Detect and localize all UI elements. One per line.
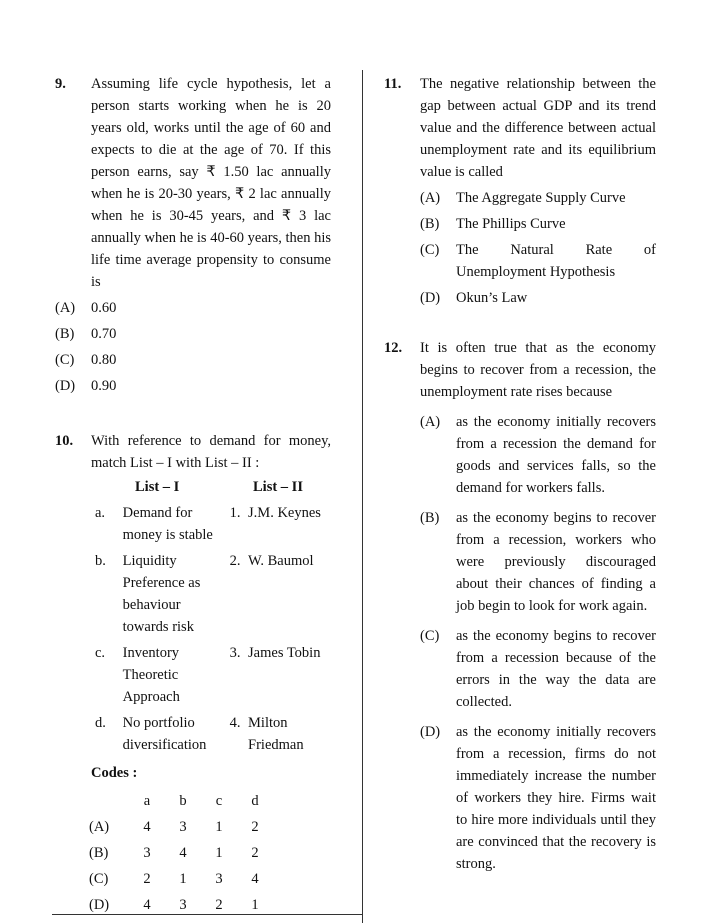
- match-cell-d: Milton Friedman: [248, 715, 304, 753]
- question-number: 9.: [55, 76, 66, 92]
- question-text: Assuming life cycle hypothesis, let a person starts working when he is 20 years old, works until the age of 60 and expects to die at the age of 70. If this person earns, say ₹ 1.50 lac annually when he is 20-30 years, ₹ 2 lac annually when he is 30-45 years, and ₹ 3 lac annually when he is 40-60 years, then his life time average propensity to consume is: [91, 76, 332, 290]
- match-cell-c: 2.: [229, 553, 241, 569]
- option-text: The Natural Rate of Unemployment Hypothesis: [456, 242, 656, 280]
- match-cell-a: d.: [95, 715, 106, 731]
- question-number: 10.: [55, 433, 74, 449]
- option-text: 0.70: [91, 326, 117, 342]
- answer-option: [420, 507, 656, 617]
- option-text: The Aggregate Supply Curve: [456, 190, 626, 206]
- answer-option: [420, 411, 656, 499]
- match-row: [95, 502, 331, 546]
- option-label: (B): [55, 326, 75, 342]
- answer-option: [420, 213, 656, 235]
- option-label: (C): [420, 242, 440, 258]
- option-label: (D): [420, 724, 441, 740]
- question-text: The negative relationship between the gap between actual GDP and its trend value and the difference between actual unemployment rate and its equilibrium value is called: [420, 76, 656, 180]
- match-cell-b: No portfolio diversification: [122, 715, 207, 753]
- code-row: [89, 892, 273, 918]
- option-text: as the economy begins to recover from a recession because of the errors in the way the data are collected.: [456, 628, 656, 710]
- option-text: as the economy begins to recover from a recession, workers who were previously discouraged about their chances of finding a job begin to look for work again.: [456, 510, 656, 614]
- answer-option: [420, 721, 656, 875]
- match-row: [95, 712, 331, 756]
- question-number: 12.: [384, 340, 403, 356]
- code-value: 2: [143, 871, 151, 887]
- code-row: [89, 866, 273, 892]
- column-divider: [362, 70, 363, 923]
- option-label: (A): [420, 414, 441, 430]
- code-label: (B): [89, 845, 109, 861]
- code-label: (A): [89, 819, 110, 835]
- option-text: as the economy initially recovers from a recession the demand for goods and services falls, so the demand for workers falls.: [456, 414, 656, 496]
- match-cell-d: James Tobin: [248, 645, 321, 661]
- match-cell-b: Inventory Theoretic Approach: [122, 645, 180, 705]
- code-label: (D): [89, 897, 110, 913]
- option-label: (B): [420, 216, 440, 232]
- option-text: 0.60: [91, 300, 117, 316]
- code-value: 3: [179, 897, 187, 913]
- answer-option: [420, 239, 656, 283]
- option-text: The Phillips Curve: [456, 216, 566, 232]
- question-9: [55, 73, 331, 397]
- answer-option: [55, 323, 331, 345]
- answer-option: [55, 349, 331, 371]
- match-cell-d: J.M. Keynes: [248, 505, 321, 521]
- option-label: (D): [55, 378, 76, 394]
- codes-header: [89, 788, 273, 814]
- option-label: (C): [55, 352, 75, 368]
- code-value: 3: [215, 871, 223, 887]
- code-col: a: [143, 793, 151, 809]
- option-label: (A): [55, 300, 76, 316]
- code-value: 1: [215, 819, 223, 835]
- answer-option: [55, 375, 331, 397]
- code-label: (C): [89, 871, 109, 887]
- code-value: 4: [143, 819, 151, 835]
- match-cell-d: W. Baumol: [248, 553, 314, 569]
- list-1-heading: List – I: [135, 479, 180, 495]
- question-text: With reference to demand for money, match List – I with List – II :: [91, 433, 331, 471]
- code-row: [89, 814, 273, 840]
- option-label: (B): [420, 510, 440, 526]
- list-2-heading: List – II: [253, 479, 303, 495]
- code-value: 1: [251, 897, 259, 913]
- code-value: 1: [215, 845, 223, 861]
- match-cell-c: 3.: [229, 645, 241, 661]
- option-text: 0.90: [91, 378, 117, 394]
- match-cell-a: a.: [95, 505, 106, 521]
- match-cell-b: Liquidity Preference as behaviour towards risk: [122, 553, 201, 635]
- code-value: 2: [251, 819, 259, 835]
- code-value: 4: [179, 845, 187, 861]
- code-value: 2: [251, 845, 259, 861]
- match-row: [95, 550, 331, 638]
- option-label: (C): [420, 628, 440, 644]
- match-cell-c: 1.: [229, 505, 241, 521]
- codes-table: [89, 788, 273, 918]
- match-cell-c: 4.: [229, 715, 241, 731]
- question-text: It is often true that as the economy begins to recover from a recession, the unemployment rate rises because: [420, 340, 656, 400]
- question-11: [384, 73, 656, 309]
- match-cell-a: b.: [95, 553, 106, 569]
- code-value: 3: [179, 819, 187, 835]
- code-col: b: [179, 793, 187, 809]
- code-value: 1: [179, 871, 187, 887]
- match-row: [95, 642, 331, 708]
- option-label: (A): [420, 190, 441, 206]
- code-col: c: [215, 793, 223, 809]
- codes-label: Codes :: [91, 765, 138, 781]
- answer-option: [420, 625, 656, 713]
- answer-option: [55, 297, 331, 319]
- code-value: 2: [215, 897, 223, 913]
- answer-option: [420, 187, 656, 209]
- code-value: 4: [143, 897, 151, 913]
- match-cell-a: c.: [95, 645, 106, 661]
- code-value: 3: [143, 845, 151, 861]
- code-col: d: [251, 793, 259, 809]
- code-row: [89, 840, 273, 866]
- match-cell-b: Demand for money is stable: [122, 505, 213, 543]
- question-12: [384, 337, 656, 875]
- answer-option: [420, 287, 656, 309]
- question-number: 11.: [384, 76, 402, 92]
- question-10: [55, 430, 331, 918]
- option-text: 0.80: [91, 352, 117, 368]
- code-value: 4: [251, 871, 259, 887]
- option-text: Okun’s Law: [456, 290, 528, 306]
- option-text: as the economy initially recovers from a recession, firms do not immediately increase the number of workers they hire. Firms wait to hire more individuals until they are convinced that the recovery is strong.: [456, 724, 656, 872]
- option-label: (D): [420, 290, 441, 306]
